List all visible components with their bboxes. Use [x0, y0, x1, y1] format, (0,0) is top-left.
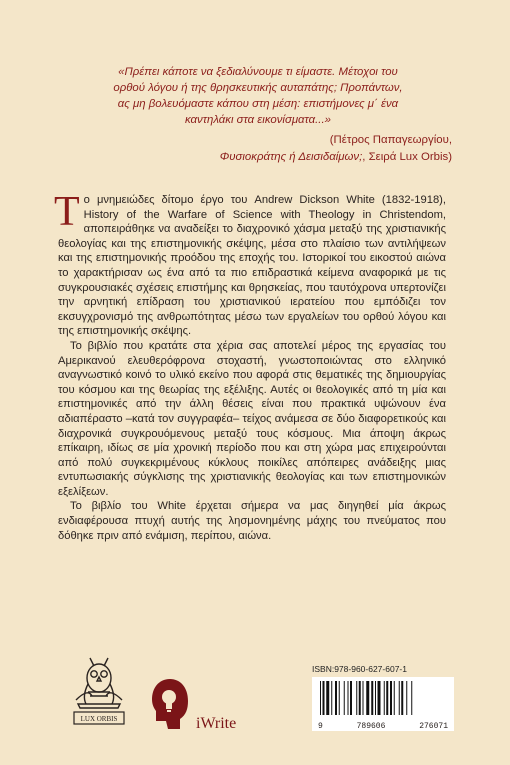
quote-line: καντηλάκι στα εικονίσματα...»	[185, 114, 331, 126]
drop-cap: Τ	[54, 189, 80, 235]
attribution-work-line	[152, 149, 452, 166]
blurb-paragraph-1	[54, 189, 446, 339]
quote-line: ας μη βολευόμαστε κάπου στη μέση: επιστήμονες μ΄ ένα	[117, 98, 399, 110]
lux-orbis-label: LUX ORBIS	[80, 715, 118, 723]
isbn-label: ISBN:978-960-627-607-1	[312, 664, 407, 674]
head-bulb-icon	[148, 675, 192, 733]
isbn-block	[312, 664, 454, 731]
blurb-paragraph-2: Το βιβλίο που κρατάτε στα χέρια σας αποτελεί μέρος της εργασίας του Αμερικανού ελευθερόφρονα στοχαστή, γνωστοποιώντας στο ελληνικό αναγνωστικό κοινό το υλικό εκείνο που αφορά στις θεματικές της δημιουργίας του κόσμου και της θεωρίας της εξέλιξης. Αυτές οι θεολογικές από τη μία και επιστημονικές από την άλλη θέσεις είναι που πρακτικά υψώνουν ένα αδιαπέραστο –κατά τον συγγραφέα– τείχος ανάμεσα σε δύο διαφορετικούς και διαχρονικά συγκρουόμενους μεταξύ τους κόσμους. Μια άποψη άκρως επίκαιρη, ιδίως σε μία χρονική περίοδο που και στη χώρα μας επιχειρούνται από πολύ συγκεκριμένους κύκλους ποικίλες απόπειρες ανάδειξης μιας εντυπωσιακής σύγκλισης της χριστιανικής θεολογίας και των επιστημονικών εξελίξεων.	[58, 339, 446, 498]
iwrite-label: iWrite	[196, 715, 237, 732]
attribution-series: , Σειρά Lux Orbis)	[362, 151, 452, 163]
attribution-author: (Πέτρος Παπαγεωργίου,	[329, 134, 452, 146]
owl-icon	[68, 650, 130, 728]
blurb-text	[54, 189, 446, 543]
attribution-work: Φυσιοκράτης ή Δεισιδαίμων;	[219, 151, 363, 163]
paragraph-text: ο μνημειώδες δίτομο έργο του Andrew Dickson White (1832-1918), History of the Warfare of Science with Theology in Christendom, αποπειράθηκε να αναδείξει το διαχρονικό χάσμα μεταξύ της χριστιανικής θεολογίας και της επιστημονικής σκέψης, μέσα στο πλαίσιο των αντιλήψεων και της επιστημονικής προόδου της εποχής του. Ιστορικοί του εικοστού αιώνα το χαρακτήρισαν ως ένα από τα πιο επιδραστικά κείμενα αναφορικά με τις συγκρουσιακές σχέσεις επιστήμης και θρησκείας, που ταυτόχρονα υπερτονίζει την αρνητική επίδραση του χριστιανικού ιερατείου που εμπόδιζει τον εκσυγχρονισμό της ανθρωπότητας μέσω των εργαλείων του ορθού λόγου και της επιστημονικής σκέψης.	[58, 194, 446, 338]
barcode-bars	[318, 681, 448, 715]
blurb-paragraph-3: Το βιβλίο του White έρχεται σήμερα να μας διηγηθεί μία άκρως ενδιαφέρουσα πτυχή αυτής της λησμονημένης μάχης του πνεύματος που δόθηκε πριν από ενάμιση, περίπου, αιώνα.	[58, 500, 446, 542]
barcode-digits	[318, 722, 448, 731]
epigraph-quote	[78, 64, 438, 128]
barcode	[312, 677, 454, 731]
publisher-logos	[68, 650, 236, 733]
quote-attribution	[152, 132, 452, 166]
quote-line: ορθού λόγου ή της θρησκευτικής αυταπάτης; Προπάντων,	[113, 82, 403, 94]
barcode-digit-group: 276071	[419, 722, 448, 731]
iwrite-logo	[148, 675, 236, 733]
barcode-digit-group: 789606	[356, 722, 386, 731]
barcode-digit-group: 9	[318, 722, 323, 731]
lux-orbis-logo	[68, 650, 130, 733]
quote-line: «Πρέπει κάποτε να ξεδιαλύνουμε τι είμαστε. Μέτοχοι του	[118, 66, 398, 78]
